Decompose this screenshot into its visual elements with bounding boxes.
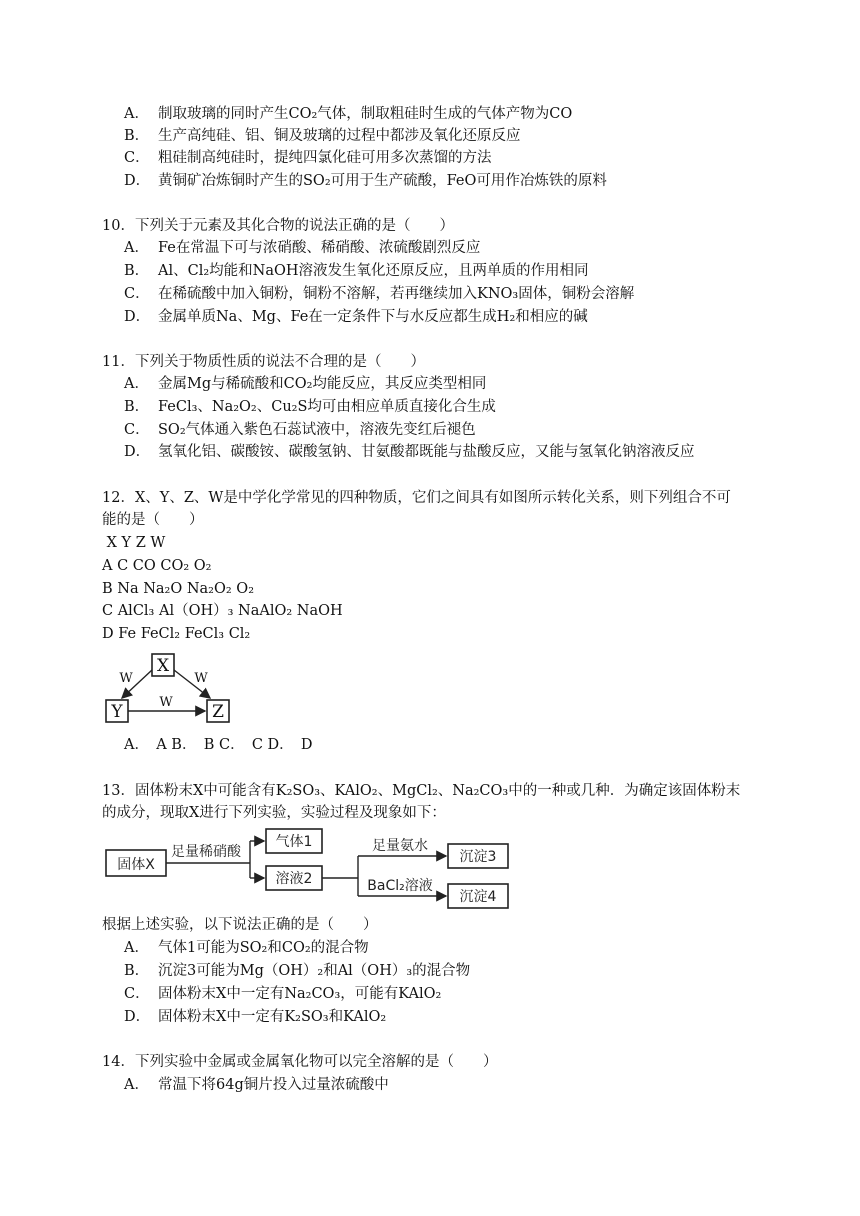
q13-option-c: C． 固体粉末X中一定有Na₂CO₃，可能有KAlO₂	[124, 986, 442, 1002]
q13-stem-line1: 13．固体粉末X中可能含有K₂SO₃、KAlO₂、MgCl₂、Na₂CO₃中的一种或几种．为确定该固体粉末	[102, 783, 741, 799]
flow-label-ppt-3: 沉淀3	[459, 849, 497, 865]
flow-label-solution-2: 溶液2	[275, 871, 313, 887]
q13-option-d: D． 固体粉末X中一定有K₂SO₃和KAlO₂	[124, 1009, 387, 1025]
q13-option-b: B． 沉淀3可能为Mg（OH）₂和Al（OH）₃的混合物	[124, 963, 471, 979]
q11-option-d: D． 氢氧化铝、碳酸铵、碳酸氢钠、甘氨酸都既能与盐酸反应，又能与氢氧化钠溶液反应	[124, 444, 695, 460]
q13-flow-diagram	[100, 826, 520, 912]
q12-answer-options: A． A B． B C． C D． D	[124, 737, 313, 753]
edge-label-xy: W	[119, 671, 133, 686]
diagram-label-y: Y	[111, 702, 123, 722]
edge-label-yz: W	[159, 695, 173, 710]
q13-question: 根据上述实验，以下说法正确的是（ ）	[102, 917, 378, 933]
q10-option-a: A． Fe在常温下可与浓硝酸、稀硝酸、浓硫酸剧烈反应	[124, 240, 481, 256]
q11-stem: 11．下列关于物质性质的说法不合理的是（ ）	[102, 354, 425, 370]
flow-label-solid-x: 固体X	[117, 857, 155, 873]
q11-option-c: C． SO₂气体通入紫色石蕊试液中，溶液先变红后褪色	[124, 422, 476, 438]
q12-row-b: B Na Na₂O Na₂O₂ O₂	[102, 581, 255, 597]
flow-label-nitric-acid: 足量稀硝酸	[171, 844, 241, 860]
q10-option-c: C． 在稀硫酸中加入铜粉，铜粉不溶解，若再继续加入KNO₃固体，铜粉会溶解	[124, 286, 635, 302]
q12-row-d: D Fe FeCl₂ FeCl₃ Cl₂	[102, 626, 251, 642]
q12-table-header: X Y Z W	[102, 535, 166, 551]
q12-stem-line2: 能的是（ ）	[102, 512, 204, 528]
flow-label-bacl2: BaCl₂溶液	[367, 878, 433, 894]
q12-row-c: C AlCl₃ Al（OH）₃ NaAlO₂ NaOH	[102, 603, 343, 619]
flow-label-ppt-4: 沉淀4	[459, 889, 497, 905]
diagram-label-x: X	[156, 656, 170, 676]
q12-row-a: A C CO CO₂ O₂	[102, 558, 212, 574]
q9-option-a: A． 制取玻璃的同时产生CO₂气体，制取粗硅时生成的气体产物为CO	[124, 106, 573, 122]
q9-option-d: D． 黄铜矿冶炼铜时产生的SO₂可用于生产硫酸，FeO可用作冶炼铁的原料	[124, 173, 607, 189]
q13-stem-line2: 的成分，现取X进行下列实验，实验过程及现象如下：	[102, 805, 446, 821]
q11-option-b: B． FeCl₃、Na₂O₂、Cu₂S均可由相应单质直接化合生成	[124, 399, 496, 415]
q14-stem: 14．下列实验中金属或金属氧化物可以完全溶解的是（ ）	[102, 1054, 498, 1070]
q9-option-c: C． 粗硅制高纯硅时，提纯四氯化硅可用多次蒸馏的方法	[124, 150, 492, 166]
q12-stem-line1: 12．X、Y、Z、W是中学化学常见的四种物质，它们之间具有如图所示转化关系，则下列组合不可	[102, 490, 731, 506]
q12-transform-diagram	[100, 650, 240, 726]
q10-option-b: B． Al、Cl₂均能和NaOH溶液发生氧化还原反应，且两单质的作用相同	[124, 263, 589, 279]
diagram-label-z: Z	[212, 702, 224, 722]
q9-option-b: B． 生产高纯硅、铝、铜及玻璃的过程中都涉及氧化还原反应	[124, 128, 521, 144]
edge-label-xz: W	[194, 671, 208, 686]
flow-label-gas-1: 气体1	[275, 834, 313, 850]
q11-option-a: A． 金属Mg与稀硫酸和CO₂均能反应，其反应类型相同	[124, 376, 487, 392]
q14-option-a: A． 常温下将64g铜片投入过量浓硫酸中	[124, 1077, 389, 1093]
q10-stem: 10．下列关于元素及其化合物的说法正确的是（ ）	[102, 218, 454, 234]
q13-option-a: A． 气体1可能为SO₂和CO₂的混合物	[124, 940, 369, 956]
q10-option-d: D． 金属单质Na、Mg、Fe在一定条件下与水反应都生成H₂和相应的碱	[124, 309, 588, 325]
flow-label-ammonia: 足量氨水	[372, 838, 428, 854]
